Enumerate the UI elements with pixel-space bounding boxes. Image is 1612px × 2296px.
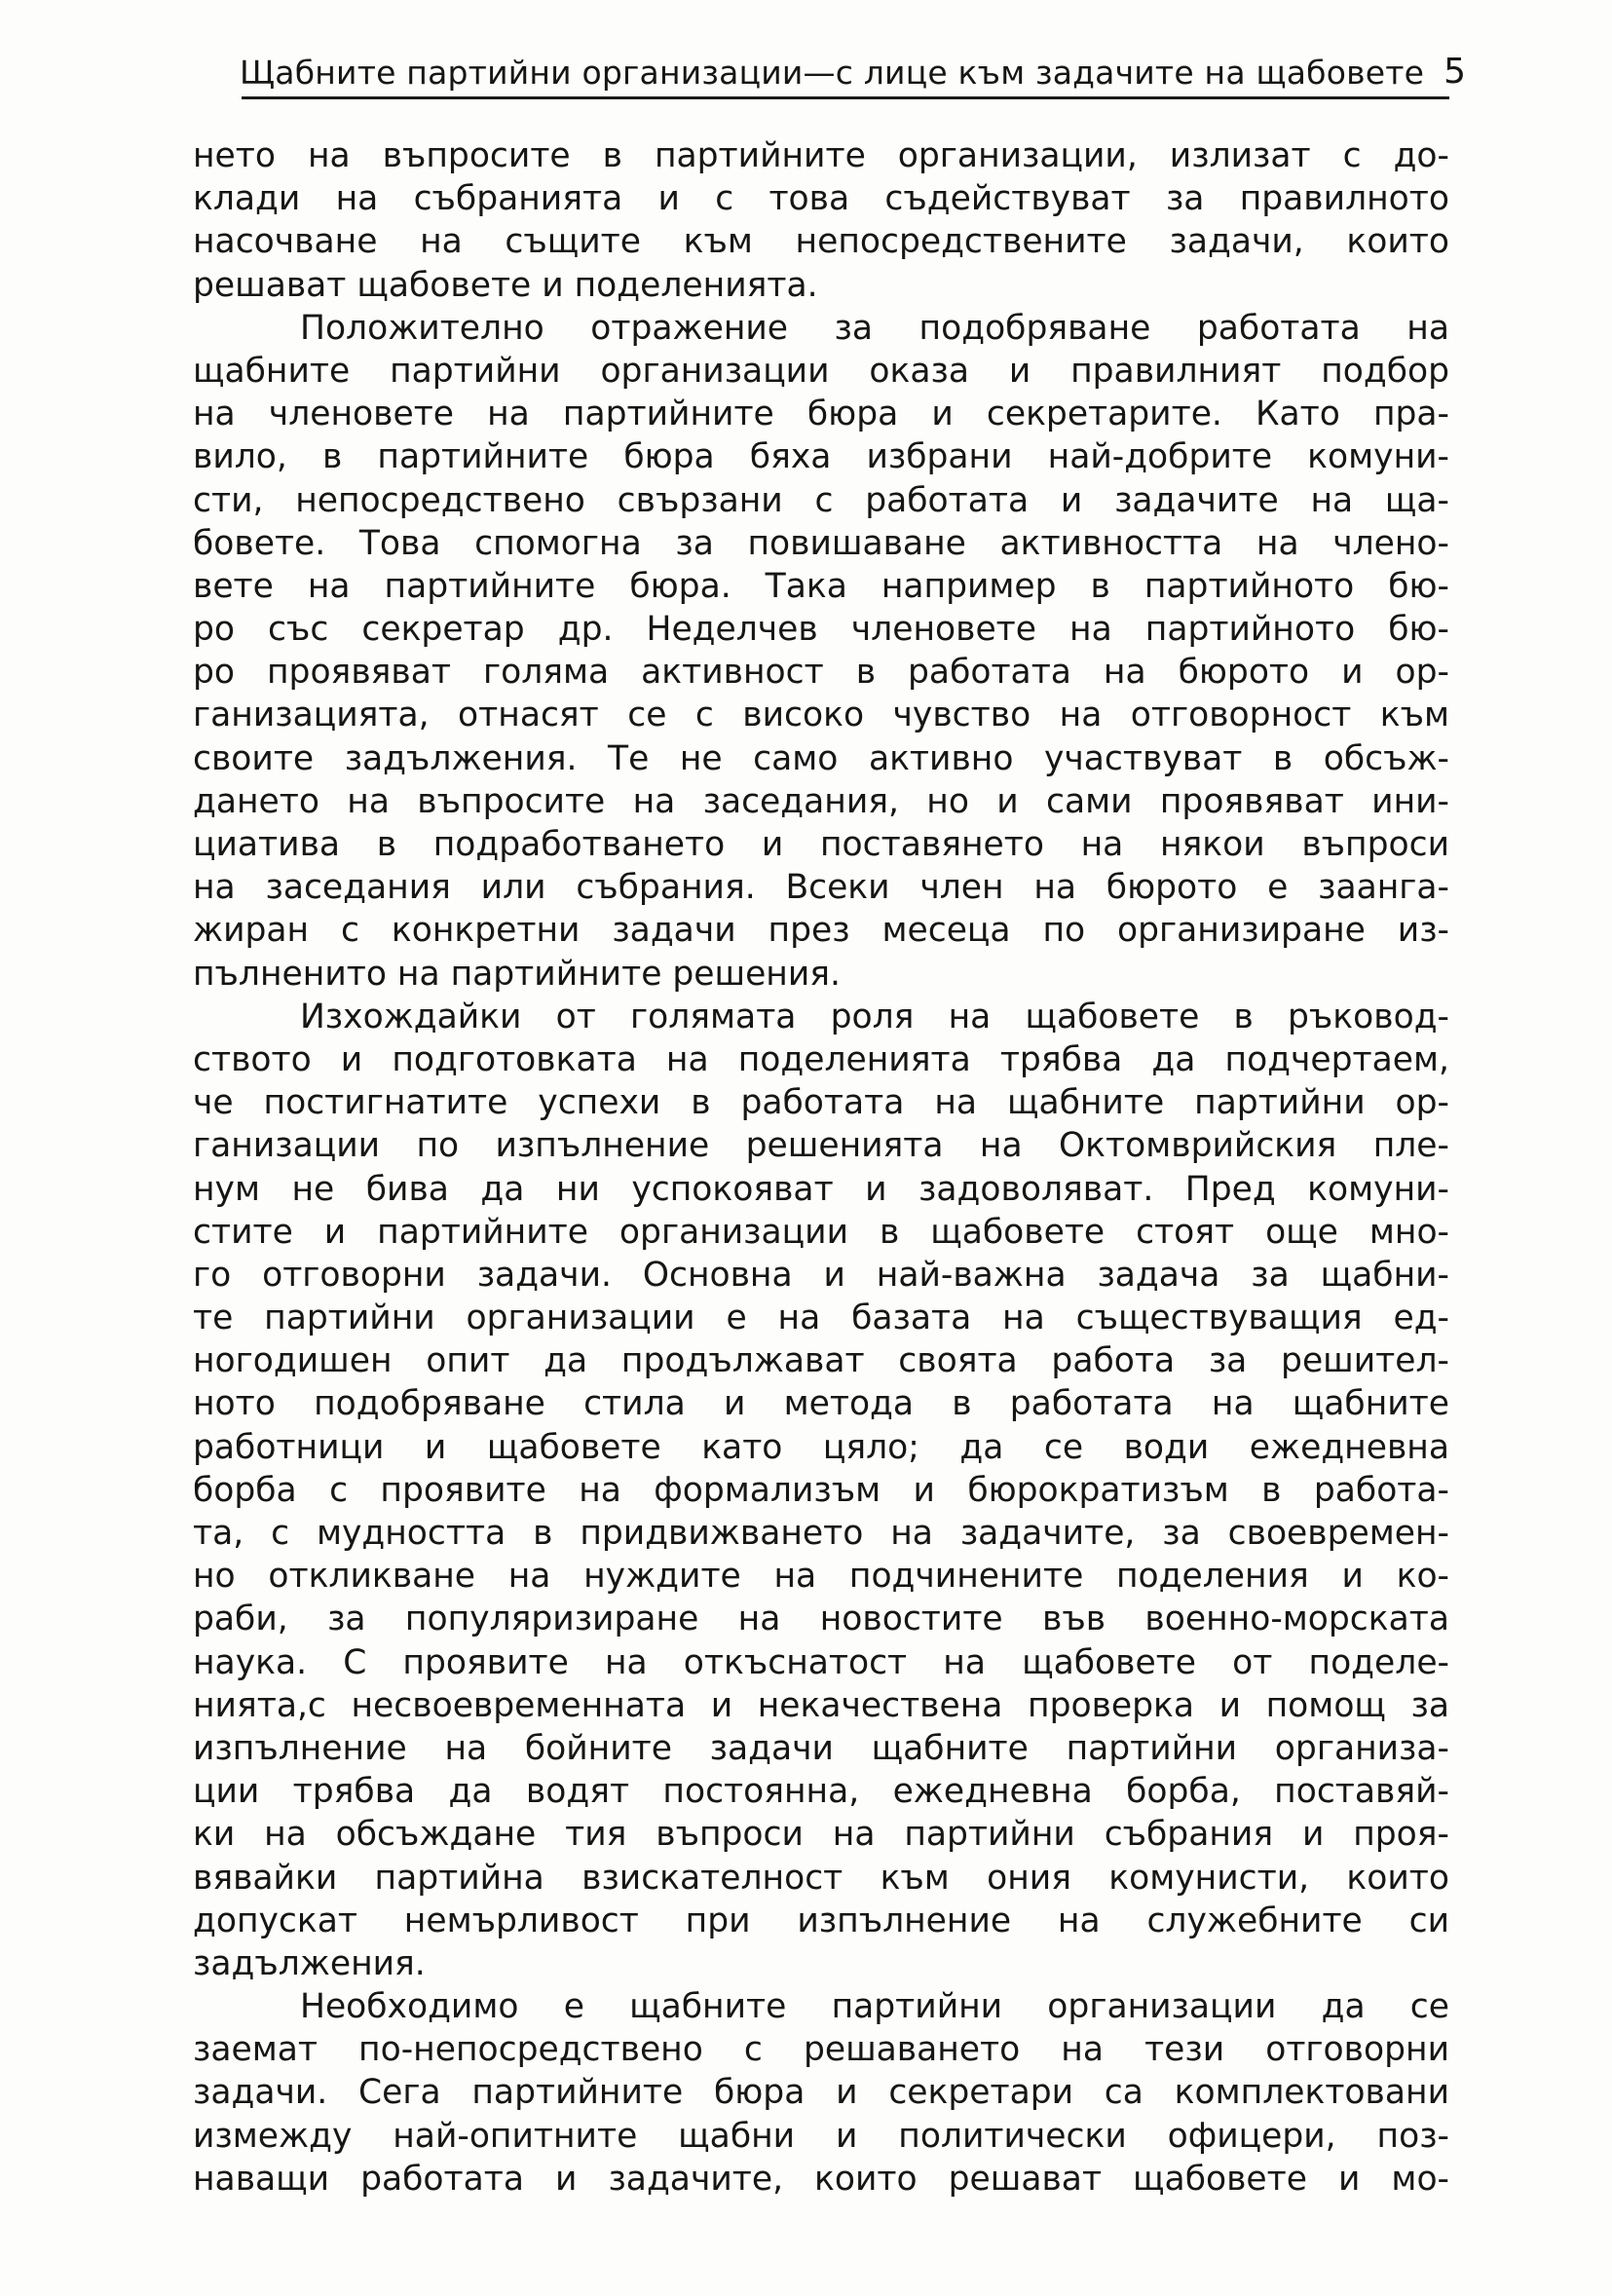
text-line: го отговорни задачи. Основна и най-важна задача за щабни- — [193, 1255, 1449, 1295]
text-line: нията,с несвоевременната и некачествена проверка и помощ за — [193, 1685, 1449, 1725]
text-line: но откликване на нуждите на подчинените поделения и ко- — [193, 1557, 1449, 1597]
header-rule — [242, 96, 1449, 99]
text-line: на членовете на партийните бюра и секретарите. Като пра- — [193, 395, 1449, 434]
text-line: работници и щабовете като цяло; да се води ежедневна — [193, 1427, 1449, 1467]
text-line: допускат немърливост при изпълнение на служебните си — [193, 1901, 1449, 1940]
text-line: нето на въпросите в партийните организации, излизат с до- — [193, 136, 1449, 175]
text-line: вете на партийните бюра. Така например в партийното бю- — [193, 566, 1449, 606]
text-line: раби, за популяризиране на новостите във военно-морската — [193, 1600, 1449, 1639]
text-line: дането на въпросите на заседания, но и сами проявяват ини- — [193, 781, 1449, 821]
text-line: наващи работата и задачите, които решават щабовете и мо- — [193, 2159, 1449, 2199]
text-line: бовете. Това спомогна за повишаване активността на члено- — [193, 523, 1449, 563]
text-line: че постигнатите успехи в работата на щабните партийни ор- — [193, 1083, 1449, 1123]
text-line: вило, в партийните бюра бяха избрани най-добрите комуни- — [193, 437, 1449, 477]
body-text — [193, 134, 1449, 2201]
text-line: Изхождайки от голямата роля на щабовете в ръковод- — [300, 997, 1449, 1036]
text-line: пълненито на партийните решения. — [193, 954, 842, 994]
text-line: изпълнение на бойните задачи щабните партийни организа- — [193, 1728, 1449, 1768]
text-line: ното подобряване стила и метода в работата на щабните — [193, 1384, 1449, 1424]
text-line: задачи. Сега партийните бюра и секретари са комплектовани — [193, 2073, 1449, 2113]
text-line: ки на обсъждане тия въпроси на партийни събрания и проя- — [193, 1815, 1449, 1855]
text-line: ногодишен опит да продължават своята работа за решител- — [193, 1341, 1449, 1381]
text-line: ството и подготовката на поделенията трябва да подчертаем, — [193, 1039, 1449, 1079]
running-header — [240, 37, 1467, 92]
text-line: сти, непосредствено свързани с работата и задачите на ща- — [193, 480, 1449, 520]
text-line: своите задължения. Те не само активно участвуват в обсъж- — [193, 738, 1449, 778]
running-header-title: Щабните партийни организации—с лице към задачите на щабовете — [240, 54, 1425, 92]
text-line: циатива в подработването и поставянето на някои въпроси — [193, 825, 1449, 864]
text-line: ции трябва да водят постоянна, ежедневна борба, поставяй- — [193, 1772, 1449, 1812]
page-number: 5 — [1443, 52, 1467, 92]
text-line: ганизации по изпълнение решенията на Октомврийския пле- — [193, 1126, 1449, 1166]
text-line: на заседания или събрания. Всеки член на бюрото е заанга- — [193, 868, 1449, 908]
text-line: Положително отражение за подобряване работата на — [300, 308, 1449, 348]
text-line: Необходимо е щабните партийни организации да се — [300, 1987, 1449, 2027]
text-line: та, с мудността в придвижването на задачите, за своевремен- — [193, 1514, 1449, 1553]
text-line: клади на събранията и с това съдействуват за правилното — [193, 179, 1449, 219]
text-line: задължения. — [193, 1943, 426, 1983]
text-line: ро проявяват голяма активност в работата на бюрото и ор- — [193, 653, 1449, 693]
text-line: стите и партийните организации в щабовете стоят още мно- — [193, 1212, 1449, 1252]
text-line: решават щабовете и поделенията. — [193, 265, 818, 305]
text-line: жиран с конкретни задачи през месеца по организиране из- — [193, 911, 1449, 951]
text-line: измежду най-опитните щабни и политически офицери, поз- — [193, 2116, 1449, 2156]
text-line: вявайки партийна взискателност към ония комунисти, които — [193, 1858, 1449, 1898]
text-line: насочване на същите към непосредствените задачи, които — [193, 222, 1449, 262]
text-line: наука. С проявите на откъснатост на щабовете от поделе- — [193, 1642, 1449, 1682]
text-line: борба с проявите на формализъм и бюрократизъм в работа- — [193, 1470, 1449, 1510]
text-line: ро със секретар др. Неделчев членовете на партийното бю- — [193, 610, 1449, 650]
text-line: щабните партийни организации оказа и правилният подбор — [193, 351, 1449, 391]
text-line: заемат по-непосредствено с решаването на тези отговорни — [193, 2030, 1449, 2070]
text-line: те партийни организации е на базата на съществуващия ед- — [193, 1299, 1449, 1338]
text-line: ганизацията, отнасят се с високо чувство на отговорност към — [193, 696, 1449, 735]
text-line: нум не бива да ни успокояват и задоволяват. Пред комуни- — [193, 1169, 1449, 1209]
